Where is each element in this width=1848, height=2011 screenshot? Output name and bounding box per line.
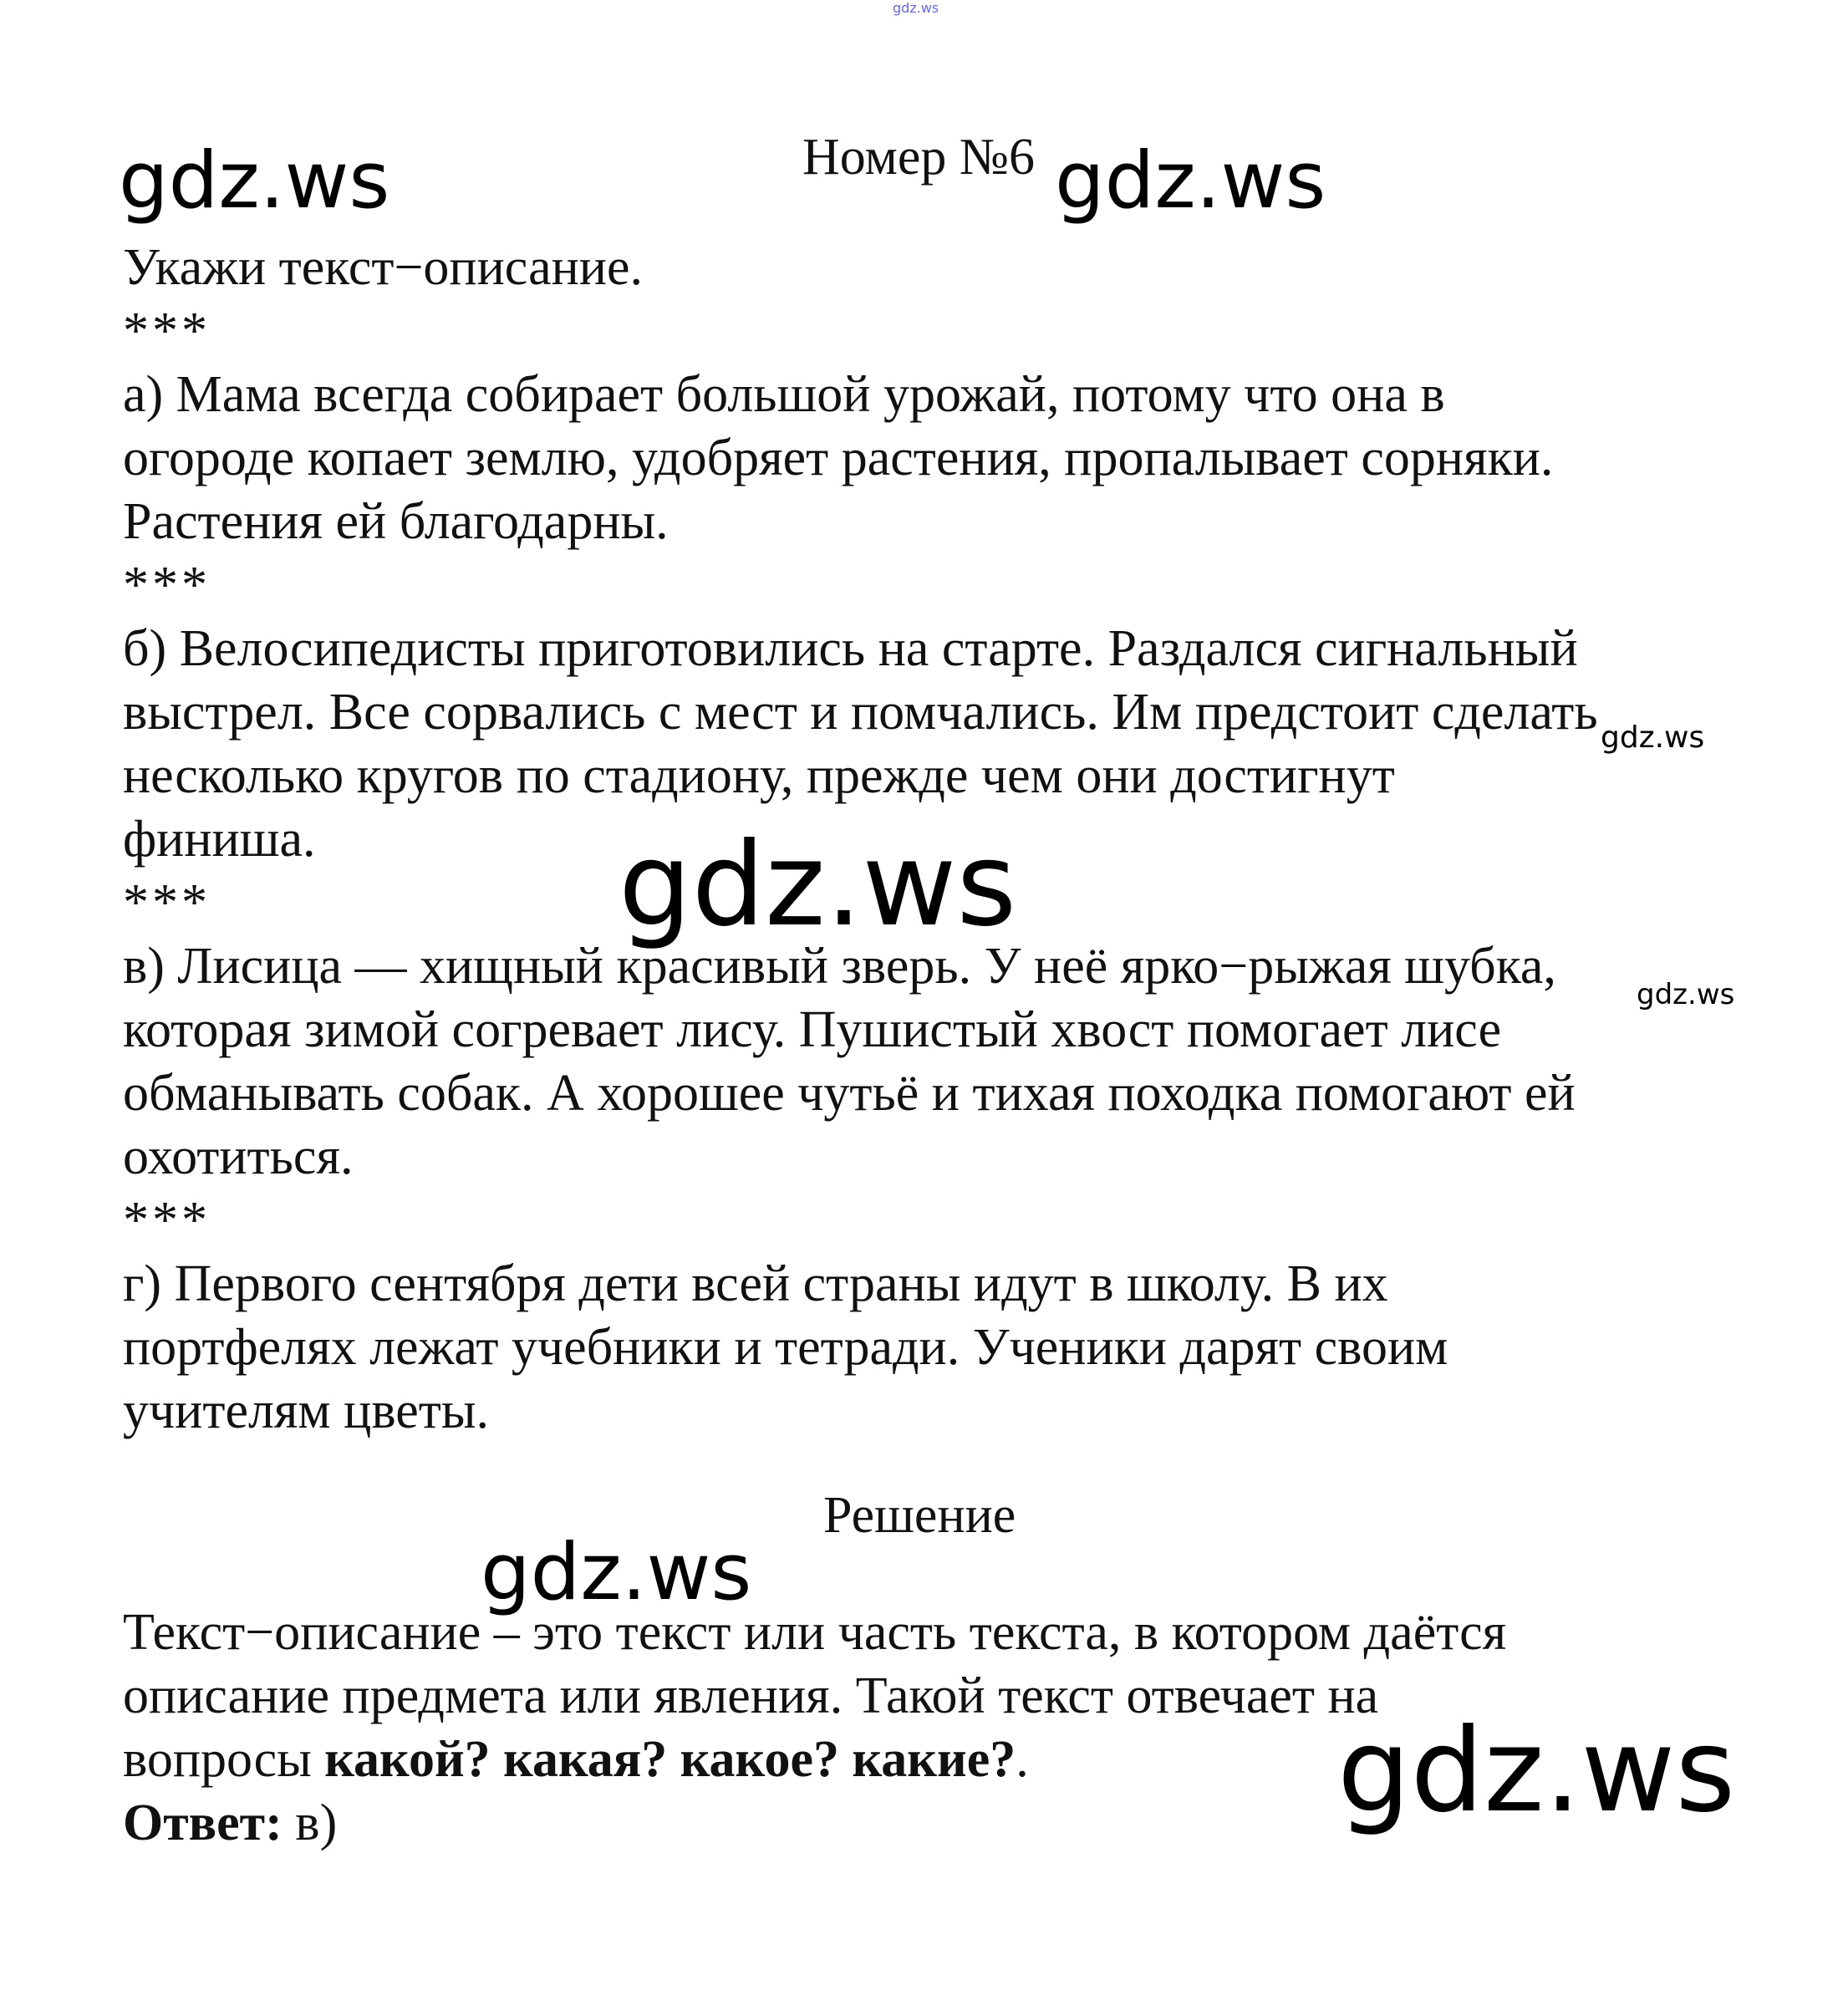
watermark: gdz.ws bbox=[481, 1527, 752, 1618]
solution-questions: какой? какая? какое? какие? bbox=[324, 1731, 1016, 1788]
watermark: gdz.ws bbox=[1337, 1703, 1736, 1838]
watermark: gdz.ws bbox=[119, 135, 390, 227]
solution-line: описание предмета или явления. Такой текст отвечает на bbox=[123, 1667, 1379, 1724]
option-line: которая зимой согревает лису. Пушистый хвост помогает лисе bbox=[123, 1001, 1502, 1058]
option-line: Растения ей благодарны. bbox=[123, 493, 669, 550]
option-line: финиша. bbox=[123, 811, 316, 868]
solution-line: Текст−описание – это текст или часть текста, в котором даётся bbox=[123, 1604, 1507, 1661]
separator: *** bbox=[123, 1192, 211, 1249]
option-line: портфелях лежат учебники и тетради. Ученики дарят своим bbox=[123, 1319, 1448, 1376]
option-line: охотиться. bbox=[123, 1128, 354, 1185]
option-line: несколько кругов по стадиону, прежде чем они достигнут bbox=[123, 747, 1395, 804]
answer-value: в) bbox=[282, 1795, 338, 1851]
option-line: выстрел. Все сорвались с мест и помчались. Им предстоит сделать bbox=[123, 684, 1598, 741]
solution-text: вопросы bbox=[123, 1731, 325, 1788]
watermark: gdz.ws bbox=[1055, 135, 1326, 227]
separator: *** bbox=[123, 874, 211, 931]
option-line: учителям цветы. bbox=[123, 1382, 490, 1439]
watermark: gdz.ws bbox=[1637, 978, 1735, 1011]
option-v bbox=[123, 934, 1761, 1189]
answer-label: Ответ: bbox=[123, 1795, 283, 1851]
page-title: Номер №6 bbox=[802, 129, 1036, 186]
option-b bbox=[123, 617, 1761, 871]
option-a bbox=[123, 363, 1761, 553]
solution-block bbox=[123, 1601, 1761, 1855]
task-block bbox=[123, 236, 1761, 1443]
option-line: б) Велосипедисты приготовились на старте. Раздался сигнальный bbox=[123, 620, 1578, 677]
watermark-top: gdz.ws bbox=[893, 0, 939, 16]
option-line: в) Лисица — хищный красивый зверь. У неё ярко−рыжая шубка, bbox=[123, 938, 1556, 995]
solution-title: Решение bbox=[823, 1487, 1016, 1544]
option-line: обманывать собак. А хорошее чутьё и тихая походка помогают ей bbox=[123, 1065, 1576, 1122]
separator: *** bbox=[123, 303, 211, 359]
option-line: а) Мама всегда собирает большой урожай, потому что она в bbox=[123, 366, 1445, 423]
solution-line bbox=[123, 1728, 1761, 1791]
watermark: gdz.ws bbox=[619, 817, 1017, 952]
option-line: г) Первого сентября дети всей страны идут в школу. В их bbox=[123, 1255, 1388, 1312]
option-line: огороде копает землю, удобряет растения, пропалывает сорняки. bbox=[123, 430, 1554, 486]
solution-text: . bbox=[1016, 1731, 1029, 1788]
task-prompt: Укажи текст−описание. bbox=[123, 239, 643, 296]
separator: *** bbox=[123, 557, 211, 613]
answer-line bbox=[123, 1791, 1761, 1855]
option-g bbox=[123, 1252, 1761, 1443]
watermark: gdz.ws bbox=[1601, 720, 1705, 755]
